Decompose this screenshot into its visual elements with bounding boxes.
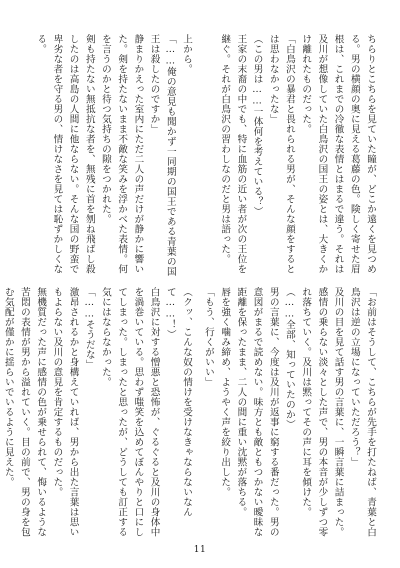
text-block-upper-left: 上から。 「……俺の意見も聞かず一同期の国王である青葉の国王は殺したのですか」 静まりかえった室内にただ二人の声だけが静かに響いた。剣を持たないまま不敵な笑みを浮かべた表情。何を言うのかと待つ気持ちの隙をつかれた。 剣も持たない無抵抗な者を、無残に首を刎ね飛ばし殺したのは高島の人間に他ならない。そんな国の野蛮で卑劣な者を守る男の、情けなさを見ては恥ずかしくなる。 [35, 34, 192, 277]
page-number: 11 [193, 545, 207, 555]
text-block-upper-right: ちらりとこちらを見ていた瞳が、どこか遠くを見つめる。男の横顔の奥に見える葛藤の色。険しく寄せた眉根は、これまでの冷徹な表情とはまるで違う。それは及川が想像していた白鳥沢の国王の姿とは、大きくかけ離れたものだった。 「白鳥沢の暴君と畏れられる男が、そんな顔をするとは思わなかったな」 （この男は……一体何を考えている？） 王家の末裔の中でも、特に血筋の近い者が次の王位を継ぐ。それが白鳥沢の習わしなのだと男は語った。 [219, 34, 376, 274]
text-block-lower-left: （クッ、こんな奴の情けを受けなきゃならないなんて……！） 白鳥沢に対する憎悪と恐怖が、ぐるぐると及川の身体中を渦巻いている。思わず嗤笑を込めてぼんやりと口にしてしまった。しまったと思ったが、どうしても訂正する気にはならなかった。 「……そうだな」 激昂されるかと身構えていれば、男から出た言葉は思いもよらない及川の意見を肯定するものだった。 無機質だった声に感情の色が乗せられて、悔いるような苦悶の表情が男から溢れていく。目の前で、男の身を包む気配が僅かに揺らいでいるように見えた。 [2, 287, 192, 537]
text-block-lower-right: 「お前はそうして、こちらが先手を打たねば、青葉と白鳥沢は逆の立場になっていただろう？」 及川の目を見て話す男の言葉に、一瞬言葉に詰まった。 感情の乗らない淡々とした声で、男の本音が少しずつ零れ落ちていく。及川は黙ってその声に耳を傾けた。 （……全部、知っていたのか） 男の言葉に、今度は及川が返事に窮する番だった。男の意図がまるで読めない。味方とも敵ともつかない曖昧な距離を保ったまま、二人の間に重い沈黙が落ちる。 唇を強く噛み締め、ようやく声を絞り出した。 「もう、行くがいい」 [202, 287, 376, 537]
